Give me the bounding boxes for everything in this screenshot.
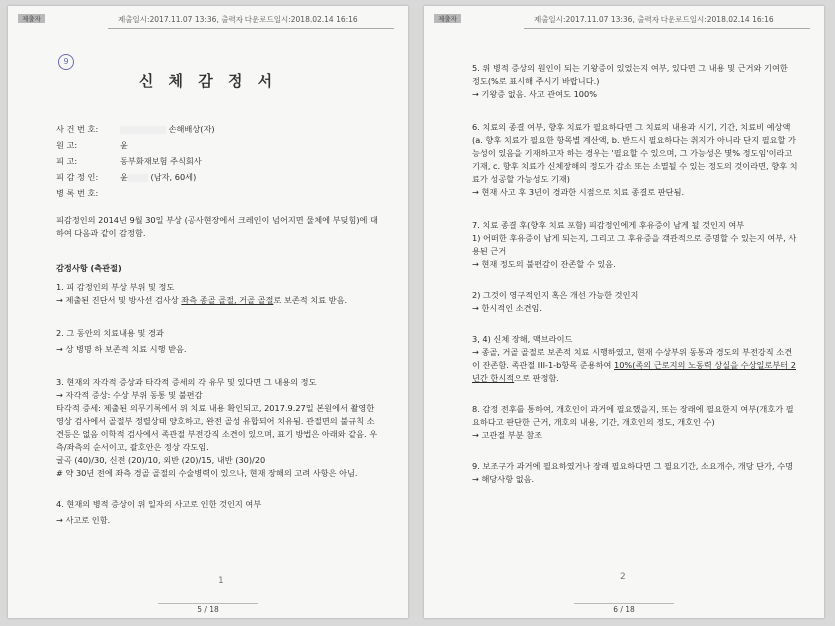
section-heading: 감정사항 (측관절) <box>56 263 122 273</box>
handwritten-page-mark: 1 <box>218 576 224 586</box>
download-datetime: , 다운로드일시:2018.02.14 16:16 <box>240 15 358 24</box>
redacted-block <box>120 126 166 134</box>
submitter-stamp: 제출자 <box>434 14 461 23</box>
question-5: 5. 위 병적 증상의 원인이 되는 기왕증이 있었는지 여부, 있다면 그 내용 및 근거와 기여한 정도(%로 표시해 주시기 바랍니다.) <box>472 63 788 86</box>
footer-divider <box>574 603 674 604</box>
answer-9: → 해당사항 없음. <box>472 474 535 484</box>
page-number: 6 / 18 <box>613 605 635 614</box>
question-7-2: 2) 그것이 영구적인지 혹은 개선 가능한 것인지 <box>472 290 639 300</box>
answer-7-1: → 현재 정도의 불편감이 잔존할 수 있음. <box>472 259 616 269</box>
document-page-6 <box>424 6 824 618</box>
question-8: 8. 감정 전후를 통하여, 개호인이 과거에 필요했을지, 또는 장래에 필요한지 여부(개호가 필요하다고 판단한 근거, 개호의 내용, 기간, 개호인의 정도, 개호인 수) <box>472 404 794 427</box>
question-6: 6. 치료의 종결 여부, 향후 치료가 필요하다면 그 치료의 내용과 시기, 기간, 치료비 예상액(a. 향후 치료가 필요한 항목별 계산액, b. 반드시 필요하다는 취지가 아니라 단지 필요할 가능성이 있음을 기재하고자 하는 경우는 '필요할 수 있으며, 그 가능성은 몇% 정도임'이라고 기재, c. 향후 치료가 신체장해의 정도가 감소 또는 소멸될 수 있는 정도의 것이라면, 향후 치료가 성공할 가능성도 기재) <box>472 122 798 184</box>
download-datetime: , 다운로드일시:2018.02.14 16:16 <box>656 15 774 24</box>
answer-3-objective: 타각적 증세: 제출된 의무기록에서 위 치료 내용 확인되고, 2017.9.27일 본원에서 촬영한 영상 검사에서 골절부 정렬상태 양호하고, 완전 골성 유합되어 치유됨. 관절면의 불규칙 소견등은 없음 이학적 검사에서 족관절 부전강직 소견이 있으며, 표기 방법은 아래와 같음. 우측/좌측의 순서이고, 괄호안은 정상 각도임. <box>56 403 378 452</box>
question-1: 1. 피 감정인의 부상 부위 및 정도 <box>56 282 175 292</box>
intro-paragraph: 피감정인의 2014년 9월 30일 부상 (공사현장에서 크레인이 넘어지면 물체에 부딪힘)에 대하여 다음과 같이 감정함. <box>56 215 378 238</box>
circled-number-mark: 9 <box>58 54 74 70</box>
submitter-stamp: 제출자 <box>18 14 45 23</box>
answer-1: → 제출된 진단서 및 방사선 검사상 좌측 종골 골절, 거골 골절로 보존적 치료 받음. <box>56 295 348 305</box>
answer-3-range-of-motion: 굴곡 (40)/30, 신전 (20)/10, 외반 (20)/15, 내반 (30)/20 <box>56 455 266 465</box>
info-case-number: 사 건 번 호: 손해배상(자) <box>56 124 215 134</box>
question-7: 7. 치료 종결 후(향후 치료 포함) 피감정인에게 후유증이 남게 될 것인지 여부 <box>472 220 745 230</box>
info-examinee: 피 감 정 인: 윤 (남자, 60세) <box>56 172 197 182</box>
answer-8: → 고관절 부분 참조 <box>472 430 543 440</box>
question-3: 3. 현재의 자각적 증상과 타각적 증세의 각 유무 및 있다면 그 내용의 정도 <box>56 377 317 387</box>
answer-6: → 현재 사고 후 3년이 경과한 시점으로 치료 종결로 판단됨. <box>472 187 685 197</box>
page-number: 5 / 18 <box>197 605 219 614</box>
answer-3-subjective: → 자각적 증상: 수상 부위 동통 및 불편감 <box>56 390 203 400</box>
submitted-datetime: 제출일시:2017.11.07 13:36, 출력자 <box>118 15 243 24</box>
header-divider <box>524 28 810 29</box>
answer-7-2: → 한시적인 소견임. <box>472 303 543 313</box>
question-7-1: 1) 어떠한 후유증이 남게 되는지, 그리고 그 후유증을 객관적으로 증명할 수 있는지 여부, 사용된 근거 <box>472 233 797 256</box>
document-title: 신 체 감 정 서 <box>138 72 278 90</box>
question-7-3-4: 3, 4) 신체 장해, 맥브라이드 <box>472 334 573 344</box>
question-4: 4. 현재의 병적 증상이 위 일자의 사고로 인한 것인지 여부 <box>56 499 262 509</box>
info-plaintiff: 원 고: 윤 <box>56 140 128 150</box>
document-page-5 <box>8 6 408 618</box>
question-2: 2. 그 동안의 치료내용 및 경과 <box>56 328 164 338</box>
answer-2: → 상 병명 하 보존적 치료 시행 받음. <box>56 344 187 354</box>
answer-5: → 기왕증 없음. 사고 관여도 100% <box>472 89 597 99</box>
page-header <box>424 12 824 26</box>
footer-divider <box>158 603 258 604</box>
question-9: 9. 보조구가 과거에 필요하였거나 장래 필요하다면 그 필요기간, 소요개수, 개당 단가, 수명 <box>472 461 794 471</box>
questions-5-to-9 <box>472 62 798 486</box>
handwritten-page-mark: 2 <box>620 572 626 582</box>
info-record-number: 병 록 번 호: <box>56 188 99 198</box>
header-divider <box>108 28 394 29</box>
answer-7-3-4: → 종골, 거골 골절로 보존적 치료 시행하였고, 현재 수상부위 동통과 경도의 부전강직 소견이 잔존함. 족관절 III-1-b항목 준용하여 10%(족의 근로지의 노동력 상실을 수상일로부터 2년간 한시적으로 판정함. <box>472 347 796 383</box>
answer-4: → 사고로 인함. <box>56 515 111 525</box>
info-defendant: 피 고: 동부화재보험 주식회사 <box>56 156 202 166</box>
redacted-block <box>128 174 148 182</box>
answer-3-note: # 약 30년 전에 좌측 경골 골절의 수술병력이 있으나, 현재 장해의 고려 사항은 아님. <box>56 468 358 478</box>
assessment-section <box>56 262 382 527</box>
submitted-datetime: 제출일시:2017.11.07 13:36, 출력자 <box>534 15 659 24</box>
page-header <box>8 12 408 26</box>
